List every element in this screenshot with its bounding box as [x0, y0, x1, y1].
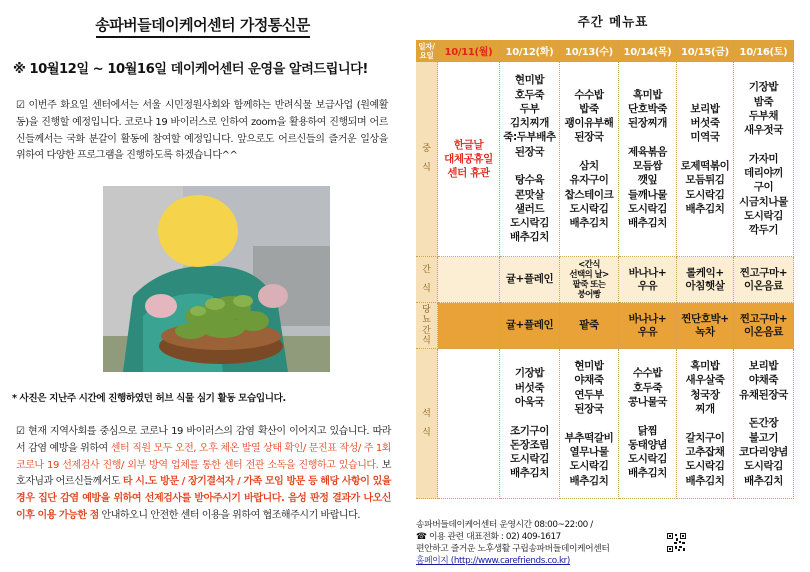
covid-text-staff-measures: 센터 직원 모두 오전, 오후 체온 발열 상태 확인/ 문진표 작성/ 주 1회 코로나 19 선제검사 진행/ 외부 방역 업체를 통한 센터 전관 소독을 진행하고 있습니다.	[16, 442, 391, 471]
menu-cell-dinner: 수수밥 호두죽 콩나물국 닭찜 동태양념 도시락김 배추김치	[619, 349, 677, 499]
day-header: 10/15(금)	[677, 40, 734, 62]
menu-cell-lunch: 현미밥 호두죽 두부 김치찌개 죽:두부배추 된장국 탕수육 콘맛살 샐러드 도시락김 배추김치	[500, 62, 560, 257]
row-label-char: 중	[422, 144, 431, 154]
menu-cell-snack: 롤케익+ 아침햇살	[677, 257, 734, 303]
row-label-snack	[416, 257, 438, 303]
day-header: 10/16(토)	[734, 40, 794, 62]
menu-cell-dinner	[438, 349, 500, 499]
menu-cell-snack: 찐고구마+ 이온음료	[734, 257, 794, 303]
row-label-char: 식	[422, 427, 431, 438]
row-label-char: 식	[422, 163, 431, 173]
menu-cell-lunch: 보리밥 버섯죽 미역국 로제떡볶이 모듬튀김 도시락김 배추김치	[677, 62, 734, 257]
operating-hours: 송파버들데이케어센터 운영시간 08:00~22:00 /	[416, 520, 593, 530]
title-underline	[96, 36, 310, 38]
menu-cell-snack: <간식 선택의 날> 팥죽 또는 붕어빵	[560, 257, 619, 303]
covid-text-testing-request: 타 시.도 방문 / 장기결석자 / 가족 모임 방문 등 해당 사항이 있을 경우 집단 감염 예방을 위하여 선제검사를 받아주시기 바랍니다. 음성 판정 결과가 나오신 이후 이용 가능한 점	[16, 476, 391, 521]
menu-cell-lunch: 기장밥 밤죽 두부채 새우젓국 가자미 데리야끼 구이 시금치나물 도시락김 깍두기	[734, 62, 794, 257]
menu-cell-dinner: 현미밥 야채죽 연두부 된장국 부추떡갈비 열무나물 도시락김 배추김치	[560, 349, 619, 499]
notice-paragraph-program: ☑ 이번주 화요일 센터에서는 서울 시민정원사회와 함께하는 반려식물 보급사업 (원예활동)을 진행할 예정입니다. 코로나 19 바이러스로 인하여 zoom을 활용하여 진행되며 어르신들께서는 국화 분갈이 활동에 참여할 예정입니다. 앞으로도 어르신들의 즐거운 일상을 위하여 다양한 프로그램을 진행하도록 하겠습니다^^	[16, 100, 388, 162]
weekly-menu-table	[416, 40, 810, 502]
row-label-diabetic-snack	[416, 303, 438, 349]
phone-number: ☎ 이용 관련 대표전화 : 02) 409-1617	[416, 532, 561, 542]
headline: ※ 10월12일 ~ 10월16일 데이케어센터 운영을 알려드립니다!	[13, 62, 368, 77]
row-label-char: 석	[422, 408, 431, 419]
day-header: 10/11(월)	[438, 40, 500, 62]
menu-cell-dinner: 흑미밥 새우살죽 청국장 찌개 갈치구이 고추잡채 도시락김 배추김치	[677, 349, 734, 499]
covid-text-guardians: 보호자님과 어르신들께서도	[16, 459, 391, 488]
row-label-char: 간	[422, 264, 431, 275]
row-label-char: 식	[422, 336, 431, 346]
menu-cell-dinner: 보리밥 야채죽 유채된장국 돈간장 불고기 코다리양념 도시락김 배추김치	[734, 349, 794, 499]
menu-cell-lunch: 한글날 대체공휴일 센터 휴관	[438, 62, 500, 257]
menu-cell-diabetic-snack: 찐단호박+ 녹차	[677, 303, 734, 349]
notice-paragraph-covid	[16, 424, 391, 525]
day-header: 10/13(수)	[560, 40, 619, 62]
menu-cell-snack	[438, 257, 500, 303]
menu-cell-diabetic-snack: 귤+플레인	[500, 303, 560, 349]
row-label-char: 당	[422, 304, 431, 315]
menu-cell-snack: 귤+플레인	[500, 257, 560, 303]
covid-text-closing: 안내하오니 안전한 센터 이용을 위하여 협조해주시기 바랍니다.	[98, 509, 361, 521]
row-label-lunch	[416, 62, 438, 257]
center-info-footer	[416, 519, 666, 567]
row-label-dinner	[416, 349, 438, 499]
row-label-char: 식	[422, 283, 431, 294]
qr-code-icon	[667, 533, 686, 552]
activity-photo	[103, 186, 330, 372]
menu-cell-lunch: 흑미밥 단호박죽 된장찌개 제육볶음 모듬쌈 깻잎 들깨나물 도시락김 배추김치	[619, 62, 677, 257]
menu-cell-diabetic-snack	[438, 303, 500, 349]
row-label-char: 뇨	[422, 315, 431, 325]
menu-cell-lunch: 수수밥 밥죽 괭이유부해 된장국 삼치 유자구이 찹스테이크 도시락김 배추김치	[560, 62, 619, 257]
center-slogan: 편안하고 즐거운 노후생활 구립송파버들데이케어센터	[416, 544, 610, 554]
covid-text-intro: ☑ 현재 지역사회를 중심으로 코로나 19 바이러스의 감염 확산이 이어지고 있습니다. 따라서 감염 예방을 위하여	[16, 426, 391, 454]
menu-cell-diabetic-snack: 바나나+ 우유	[619, 303, 677, 349]
menu-title: 주간 메뉴표	[577, 14, 649, 29]
photo-caption: * 사진은 지난주 시간에 진행하였던 허브 식물 심기 활동 모습입니다.	[12, 393, 286, 404]
homepage-line[interactable]	[416, 555, 666, 567]
newsletter-title: 송파버들데이케어센터 가정통신문	[95, 16, 310, 34]
day-header: 10/14(목)	[619, 40, 677, 62]
menu-corner-header: 일자/요일	[416, 40, 438, 62]
menu-cell-snack: 바나나+ 우유	[619, 257, 677, 303]
menu-cell-dinner: 기장밥 버섯죽 아욱국 조기구이 돈장조림 도시락김 배추김치	[500, 349, 560, 499]
row-label-char: 간	[422, 325, 431, 336]
menu-cell-diabetic-snack: 찐고구마+ 이온음료	[734, 303, 794, 349]
activity-photo-illustration	[103, 186, 330, 372]
homepage-link[interactable]: 홈페이지 (http://www.carefriends.co.kr)	[416, 556, 570, 566]
menu-column	[416, 0, 810, 572]
menu-cell-diabetic-snack: 팥죽	[560, 303, 619, 349]
day-header: 10/12(화)	[500, 40, 560, 62]
